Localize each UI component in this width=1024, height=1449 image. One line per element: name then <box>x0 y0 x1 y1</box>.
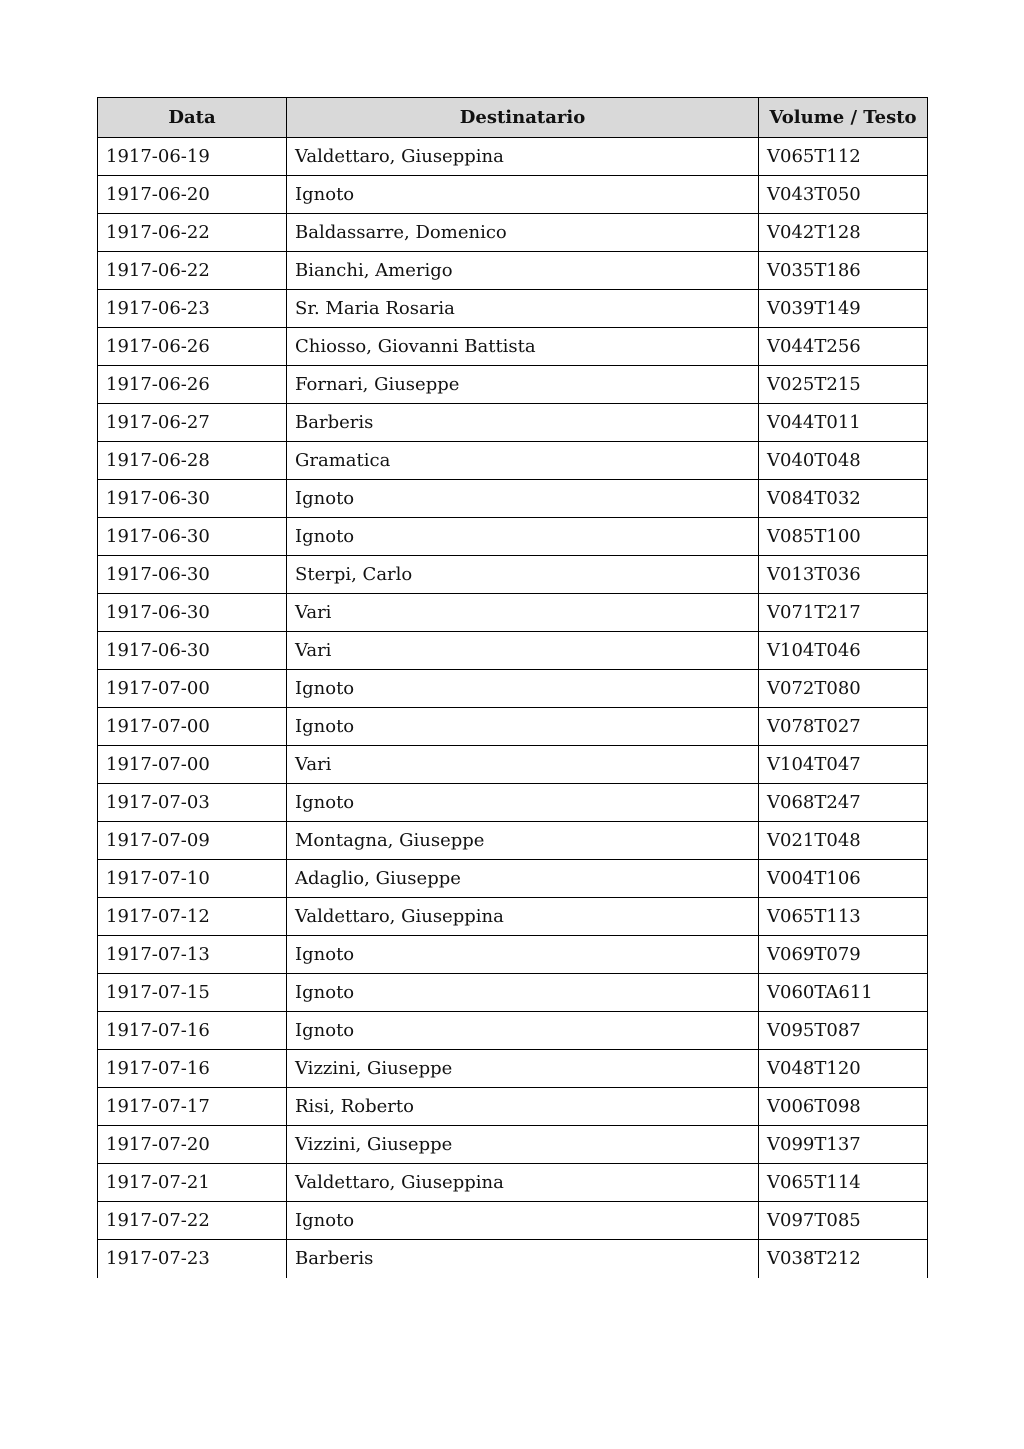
cell-recipient: Ignoto <box>287 670 759 708</box>
letters-table <box>97 97 928 1278</box>
cell-recipient: Chiosso, Giovanni Battista <box>287 328 759 366</box>
table-row <box>98 138 928 176</box>
cell-volume-text: V006T098 <box>759 1088 928 1126</box>
cell-recipient: Ignoto <box>287 518 759 556</box>
header-volume-text: Volume / Testo <box>759 98 928 138</box>
cell-volume-text: V078T027 <box>759 708 928 746</box>
cell-volume-text: V004T106 <box>759 860 928 898</box>
table-row <box>98 480 928 518</box>
cell-date: 1917-07-22 <box>98 1202 287 1240</box>
cell-recipient: Ignoto <box>287 974 759 1012</box>
cell-date: 1917-06-30 <box>98 480 287 518</box>
table-row <box>98 632 928 670</box>
cell-volume-text: V043T050 <box>759 176 928 214</box>
cell-recipient: Montagna, Giuseppe <box>287 822 759 860</box>
cell-recipient: Vari <box>287 746 759 784</box>
cell-date: 1917-07-10 <box>98 860 287 898</box>
cell-volume-text: V060TA611 <box>759 974 928 1012</box>
table-row <box>98 404 928 442</box>
cell-recipient: Barberis <box>287 404 759 442</box>
cell-volume-text: V042T128 <box>759 214 928 252</box>
cell-volume-text: V068T247 <box>759 784 928 822</box>
cell-recipient: Gramatica <box>287 442 759 480</box>
cell-volume-text: V072T080 <box>759 670 928 708</box>
table-row <box>98 974 928 1012</box>
cell-recipient: Vari <box>287 594 759 632</box>
cell-recipient: Ignoto <box>287 176 759 214</box>
cell-volume-text: V044T256 <box>759 328 928 366</box>
cell-volume-text: V025T215 <box>759 366 928 404</box>
cell-volume-text: V085T100 <box>759 518 928 556</box>
table-row <box>98 1088 928 1126</box>
table-row <box>98 214 928 252</box>
table-row <box>98 442 928 480</box>
cell-volume-text: V065T113 <box>759 898 928 936</box>
cell-date: 1917-07-20 <box>98 1126 287 1164</box>
table-row <box>98 708 928 746</box>
table-row <box>98 594 928 632</box>
cell-date: 1917-06-23 <box>98 290 287 328</box>
cell-date: 1917-07-15 <box>98 974 287 1012</box>
document-page <box>97 97 927 1278</box>
cell-volume-text: V069T079 <box>759 936 928 974</box>
table-row <box>98 898 928 936</box>
table-row <box>98 518 928 556</box>
cell-volume-text: V104T046 <box>759 632 928 670</box>
header-date: Data <box>98 98 287 138</box>
cell-date: 1917-06-30 <box>98 556 287 594</box>
cell-date: 1917-07-23 <box>98 1240 287 1278</box>
cell-recipient: Ignoto <box>287 480 759 518</box>
cell-volume-text: V084T032 <box>759 480 928 518</box>
table-row <box>98 670 928 708</box>
table-row <box>98 1164 928 1202</box>
cell-volume-text: V013T036 <box>759 556 928 594</box>
cell-recipient: Valdettaro, Giuseppina <box>287 898 759 936</box>
cell-date: 1917-07-00 <box>98 746 287 784</box>
table-row <box>98 366 928 404</box>
cell-recipient: Ignoto <box>287 708 759 746</box>
cell-date: 1917-06-19 <box>98 138 287 176</box>
cell-date: 1917-06-30 <box>98 632 287 670</box>
cell-date: 1917-06-30 <box>98 518 287 556</box>
cell-recipient: Fornari, Giuseppe <box>287 366 759 404</box>
table-row <box>98 1012 928 1050</box>
cell-date: 1917-06-26 <box>98 328 287 366</box>
cell-recipient: Vizzini, Giuseppe <box>287 1050 759 1088</box>
cell-recipient: Ignoto <box>287 936 759 974</box>
cell-date: 1917-07-16 <box>98 1012 287 1050</box>
cell-recipient: Baldassarre, Domenico <box>287 214 759 252</box>
cell-recipient: Valdettaro, Giuseppina <box>287 1164 759 1202</box>
cell-volume-text: V065T112 <box>759 138 928 176</box>
cell-recipient: Risi, Roberto <box>287 1088 759 1126</box>
cell-recipient: Vizzini, Giuseppe <box>287 1126 759 1164</box>
cell-volume-text: V035T186 <box>759 252 928 290</box>
table-row <box>98 1202 928 1240</box>
cell-date: 1917-06-27 <box>98 404 287 442</box>
cell-date: 1917-06-26 <box>98 366 287 404</box>
table-row <box>98 860 928 898</box>
cell-volume-text: V040T048 <box>759 442 928 480</box>
table-row <box>98 1126 928 1164</box>
cell-volume-text: V097T085 <box>759 1202 928 1240</box>
header-recipient: Destinatario <box>287 98 759 138</box>
cell-date: 1917-06-22 <box>98 252 287 290</box>
table-row <box>98 290 928 328</box>
table-row <box>98 176 928 214</box>
cell-volume-text: V071T217 <box>759 594 928 632</box>
cell-date: 1917-07-00 <box>98 670 287 708</box>
cell-volume-text: V104T047 <box>759 746 928 784</box>
cell-recipient: Ignoto <box>287 1202 759 1240</box>
cell-recipient: Bianchi, Amerigo <box>287 252 759 290</box>
cell-volume-text: V038T212 <box>759 1240 928 1278</box>
table-row <box>98 1240 928 1278</box>
table-row <box>98 822 928 860</box>
cell-date: 1917-06-22 <box>98 214 287 252</box>
cell-volume-text: V065T114 <box>759 1164 928 1202</box>
cell-date: 1917-06-20 <box>98 176 287 214</box>
cell-recipient: Barberis <box>287 1240 759 1278</box>
cell-date: 1917-07-21 <box>98 1164 287 1202</box>
cell-recipient: Sr. Maria Rosaria <box>287 290 759 328</box>
table-header-row <box>98 98 928 138</box>
table-row <box>98 784 928 822</box>
table-row <box>98 252 928 290</box>
table-row <box>98 1050 928 1088</box>
cell-recipient: Vari <box>287 632 759 670</box>
table-body <box>98 138 928 1278</box>
cell-date: 1917-07-16 <box>98 1050 287 1088</box>
cell-volume-text: V095T087 <box>759 1012 928 1050</box>
cell-date: 1917-07-17 <box>98 1088 287 1126</box>
cell-volume-text: V099T137 <box>759 1126 928 1164</box>
cell-date: 1917-07-12 <box>98 898 287 936</box>
cell-date: 1917-07-03 <box>98 784 287 822</box>
cell-date: 1917-07-09 <box>98 822 287 860</box>
cell-recipient: Adaglio, Giuseppe <box>287 860 759 898</box>
cell-date: 1917-07-00 <box>98 708 287 746</box>
cell-recipient: Valdettaro, Giuseppina <box>287 138 759 176</box>
cell-volume-text: V044T011 <box>759 404 928 442</box>
cell-recipient: Ignoto <box>287 1012 759 1050</box>
table-row <box>98 936 928 974</box>
cell-volume-text: V021T048 <box>759 822 928 860</box>
table-row <box>98 556 928 594</box>
cell-recipient: Ignoto <box>287 784 759 822</box>
cell-date: 1917-06-30 <box>98 594 287 632</box>
cell-volume-text: V039T149 <box>759 290 928 328</box>
cell-volume-text: V048T120 <box>759 1050 928 1088</box>
table-row <box>98 746 928 784</box>
cell-date: 1917-07-13 <box>98 936 287 974</box>
cell-recipient: Sterpi, Carlo <box>287 556 759 594</box>
table-row <box>98 328 928 366</box>
cell-date: 1917-06-28 <box>98 442 287 480</box>
